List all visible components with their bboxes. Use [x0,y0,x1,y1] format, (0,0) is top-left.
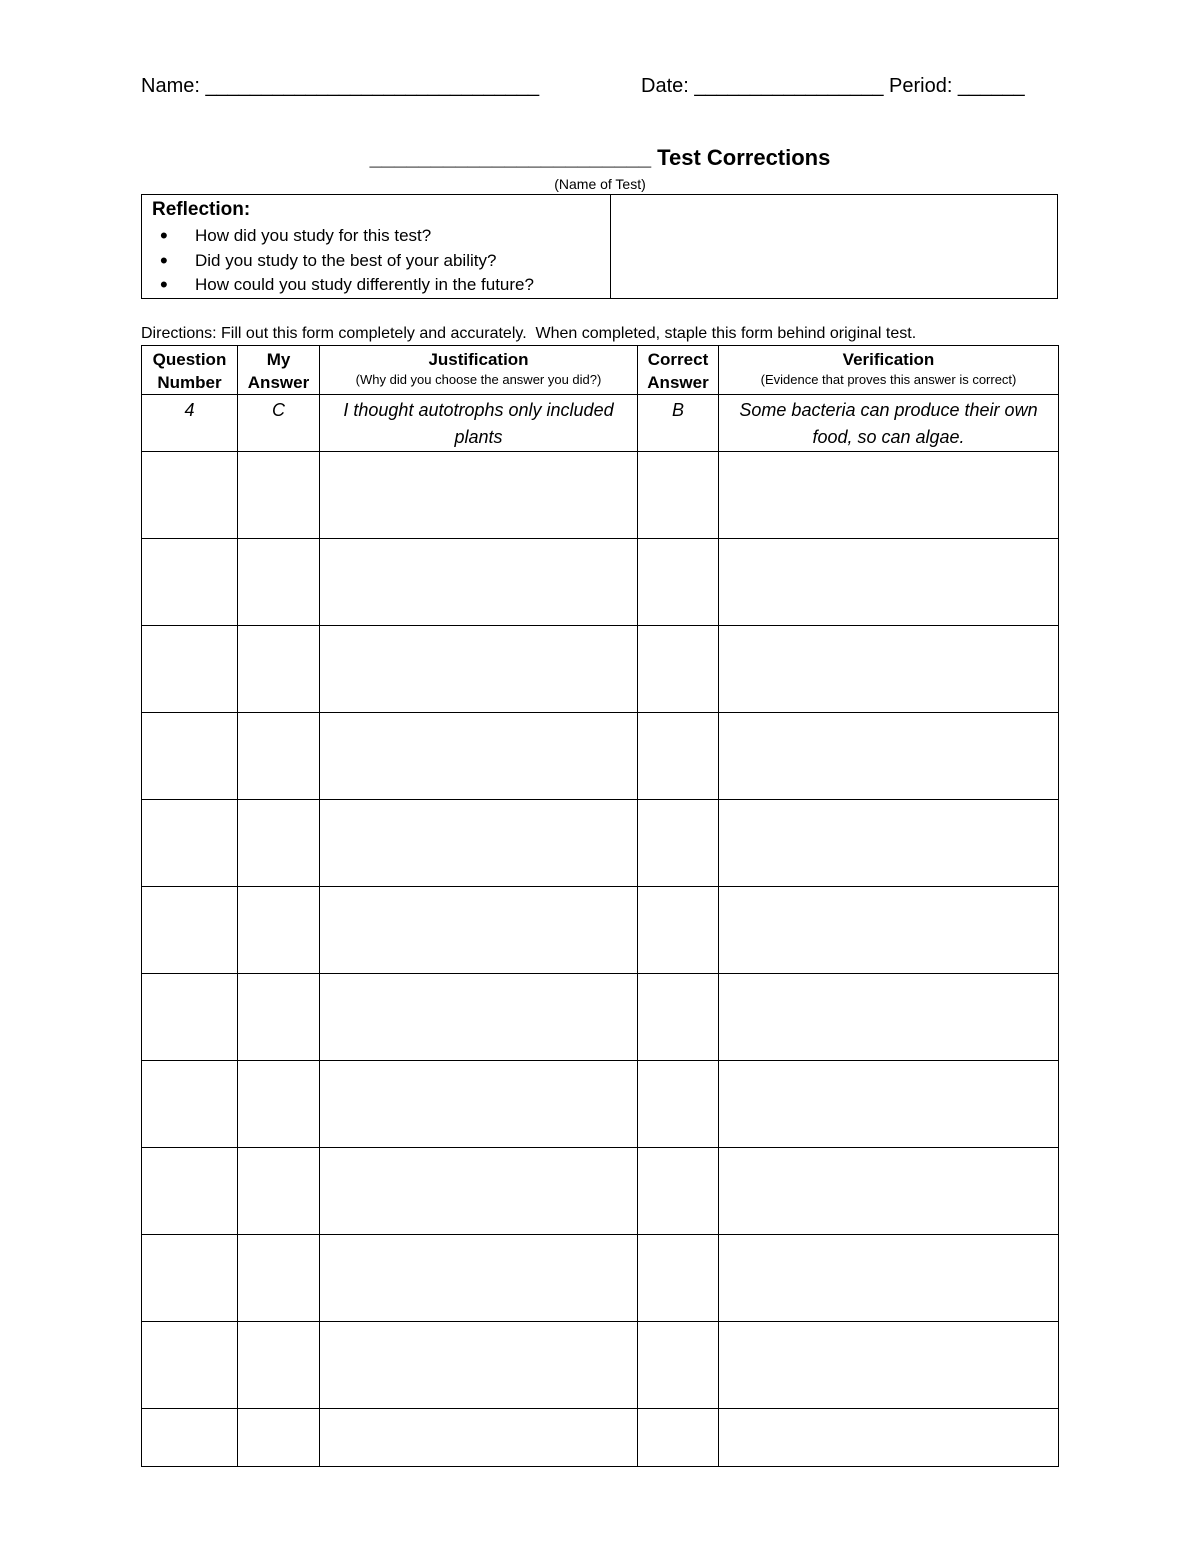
my-answer-cell[interactable] [238,1148,320,1235]
name-field-label: Name: ______________________________ [141,75,540,97]
page-title: _______________________ Test Corrections [369,145,831,170]
column-header-my-answer: My Answer [238,346,320,395]
my-answer-cell[interactable] [238,1322,320,1409]
justification-cell[interactable] [320,1322,638,1409]
example-correct-answer: B [638,395,719,452]
verification-cell[interactable] [719,452,1059,539]
directions-text [141,324,916,344]
my-answer-cell[interactable] [238,452,320,539]
question-number-cell[interactable] [142,974,238,1061]
verification-cell[interactable] [719,1148,1059,1235]
verification-cell[interactable] [719,539,1059,626]
correct-answer-cell[interactable] [638,887,719,974]
test-name-caption: (Name of Test) [554,176,646,192]
verification-cell[interactable] [719,1235,1059,1322]
reflection-prompts [142,195,611,299]
column-header-question-number: Question Number [142,346,238,395]
reflection-question-list [152,224,610,298]
justification-cell[interactable] [320,1148,638,1235]
verification-cell[interactable] [719,1322,1059,1409]
correct-answer-cell[interactable] [638,800,719,887]
correct-answer-cell[interactable] [638,974,719,1061]
example-question-number: 4 [142,395,238,452]
table-row-example [142,395,1059,452]
correct-answer-cell[interactable] [638,1148,719,1235]
justification-cell[interactable] [320,800,638,887]
table-row [142,1148,1059,1235]
justification-cell[interactable] [320,1235,638,1322]
reflection-answer-area[interactable] [611,195,1058,299]
justification-cell[interactable] [320,713,638,800]
verification-cell[interactable] [719,887,1059,974]
table-row [142,974,1059,1061]
date-period-field-label: Date: _________________ Period: ______ [641,75,1025,97]
my-answer-cell[interactable] [238,1409,320,1467]
my-answer-cell[interactable] [238,974,320,1061]
correct-answer-cell[interactable] [638,1322,719,1409]
correct-answer-cell[interactable] [638,626,719,713]
example-justification: I thought autotrophs only included plants [320,395,638,452]
my-answer-cell[interactable] [238,539,320,626]
question-number-cell[interactable] [142,800,238,887]
verification-cell[interactable] [719,974,1059,1061]
reflection-box [141,194,1058,299]
question-number-cell[interactable] [142,1148,238,1235]
question-number-cell[interactable] [142,626,238,713]
table-row [142,626,1059,713]
reflection-question: • Did you study to the best of your ability? [195,249,610,274]
correct-answer-cell[interactable] [638,452,719,539]
table-row [142,539,1059,626]
correct-answer-cell[interactable] [638,1235,719,1322]
correct-answer-cell[interactable] [638,713,719,800]
table-row [142,1061,1059,1148]
correct-answer-cell[interactable] [638,1409,719,1467]
my-answer-cell[interactable] [238,887,320,974]
verification-cell[interactable] [719,800,1059,887]
question-number-cell[interactable] [142,539,238,626]
directions-label: Directions [141,325,213,342]
verification-cell[interactable] [719,1409,1059,1467]
question-number-cell[interactable] [142,452,238,539]
correct-answer-cell[interactable] [638,539,719,626]
verification-cell[interactable] [719,1061,1059,1148]
justification-cell[interactable] [320,887,638,974]
column-header-correct-answer: Correct Answer [638,346,719,395]
directions-body: : Fill out this form completely and accurately. When completed, staple this form behind original test. [212,325,917,342]
question-number-cell[interactable] [142,1061,238,1148]
justification-cell[interactable] [320,626,638,713]
table-header-row [142,346,1059,395]
justification-cell[interactable] [320,1409,638,1467]
table-row [142,800,1059,887]
question-number-cell[interactable] [142,1322,238,1409]
correct-answer-cell[interactable] [638,1061,719,1148]
justification-cell[interactable] [320,1061,638,1148]
my-answer-cell[interactable] [238,1235,320,1322]
column-header-verification: Verification (Evidence that proves this answer is correct) [719,346,1059,395]
justification-cell[interactable] [320,452,638,539]
reflection-title: Reflection: [152,199,251,220]
question-number-cell[interactable] [142,1409,238,1467]
my-answer-cell[interactable] [238,713,320,800]
corrections-table [141,345,1059,1467]
table-row [142,1322,1059,1409]
table-row [142,1409,1059,1467]
column-header-justification: Justification (Why did you choose the answer you did?) [320,346,638,395]
reflection-question: • How did you study for this test? [195,224,610,249]
justification-cell[interactable] [320,974,638,1061]
my-answer-cell[interactable] [238,626,320,713]
my-answer-cell[interactable] [238,1061,320,1148]
question-number-cell[interactable] [142,887,238,974]
example-verification: Some bacteria can produce their own food, so can algae. [719,395,1059,452]
reflection-question: • How could you study differently in the future? [195,273,610,298]
table-row [142,713,1059,800]
my-answer-cell[interactable] [238,800,320,887]
question-number-cell[interactable] [142,713,238,800]
table-row [142,887,1059,974]
table-row [142,452,1059,539]
justification-cell[interactable] [320,539,638,626]
table-row [142,1235,1059,1322]
question-number-cell[interactable] [142,1235,238,1322]
verification-cell[interactable] [719,626,1059,713]
verification-cell[interactable] [719,713,1059,800]
example-my-answer: C [238,395,320,452]
